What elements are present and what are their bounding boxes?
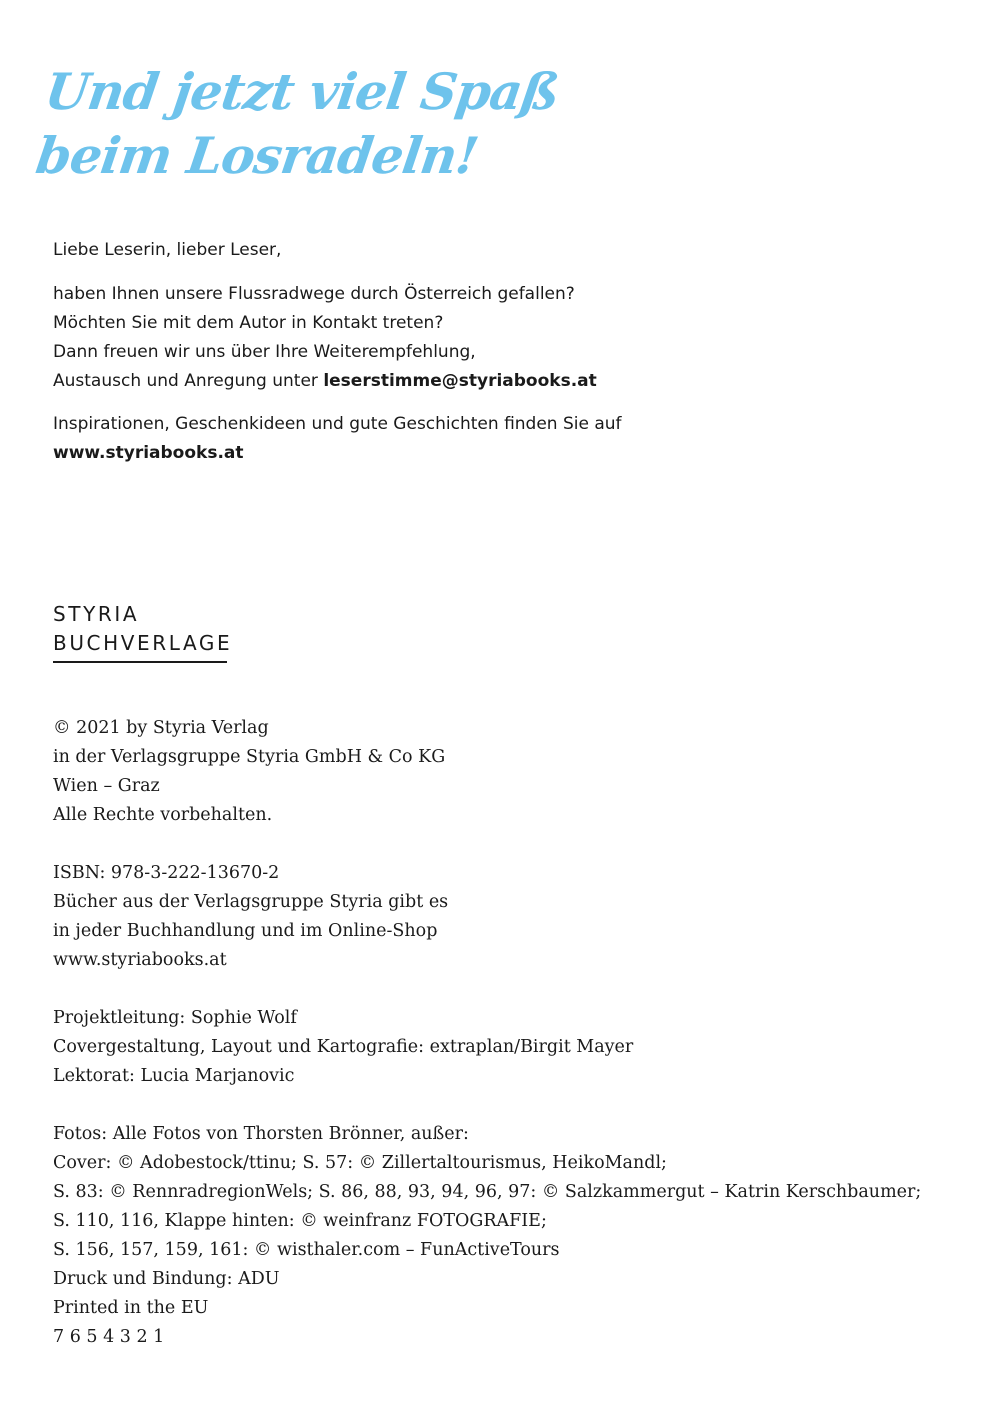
imprint-line: Bücher aus der Verlagsgruppe Styria gibt es: [53, 892, 449, 912]
letter-contact-line: [53, 367, 753, 396]
letter-line: haben Ihnen unsere Flussradwege durch Österreich gefallen?: [53, 284, 575, 304]
letter-line: Möchten Sie mit dem Autor in Kontakt treten?: [53, 313, 444, 333]
imprint-line: Druck und Bindung: ADU: [53, 1269, 280, 1289]
headline-line-1: Und jetzt viel Spaß: [41, 62, 563, 121]
publisher-logo: [53, 600, 232, 663]
imprint-line: S. 110, 116, Klappe hinten: © weinfranz FOTOGRAFIE;: [53, 1211, 547, 1231]
print-run-line: 7 6 5 4 3 2 1: [53, 1327, 165, 1347]
isbn-group: [53, 859, 953, 975]
letter-line: Dann freuen wir uns über Ihre Weiterempfehlung,: [53, 342, 476, 362]
isbn-line: ISBN: 978-3-222-13670-2: [53, 863, 280, 883]
imprint-line: S. 156, 157, 159, 161: © wisthaler.com – FunActiveTours: [53, 1240, 560, 1260]
photo-credits-group: [53, 1120, 953, 1352]
imprint-line: © 2021 by Styria Verlag: [53, 718, 269, 738]
credits-group: [53, 1004, 953, 1091]
logo-underline: [53, 661, 227, 663]
imprint-line: in jeder Buchhandlung und im Online-Shop: [53, 921, 438, 941]
imprint-line: Fotos: Alle Fotos von Thorsten Brönner, außer:: [53, 1124, 469, 1144]
letter-greeting: Liebe Leserin, lieber Leser,: [53, 240, 282, 260]
imprint-line: in der Verlagsgruppe Styria GmbH & Co KG: [53, 747, 446, 767]
reader-letter: [53, 236, 753, 468]
imprint-line: Printed in the EU: [53, 1298, 209, 1318]
imprint-line: S. 83: © RennradregionWels; S. 86, 88, 93, 94, 96, 97: © Salzkammergut – Katrin Kerschbaumer;: [53, 1182, 922, 1202]
logo-line-2: BUCHVERLAGE: [53, 631, 233, 655]
imprint-line: Wien – Graz: [53, 776, 160, 796]
imprint-line: Covergestaltung, Layout und Kartografie: extraplan/Birgit Mayer: [53, 1037, 634, 1057]
headline: [32, 60, 570, 188]
imprint-line: Alle Rechte vorbehalten.: [53, 805, 273, 825]
headline-line-2: beim Losradeln!: [32, 126, 482, 185]
imprint-line: Projektleitung: Sophie Wolf: [53, 1008, 297, 1028]
contact-email-link[interactable]: leserstimme@styriabooks.at: [323, 371, 597, 391]
copyright-group: [53, 714, 953, 830]
logo-line-1: STYRIA: [53, 602, 140, 626]
letter-line: Inspirationen, Geschenkideen und gute Geschichten finden Sie auf: [53, 414, 622, 434]
imprint-line: Cover: © Adobestock/ttinu; S. 57: © Zillertaltourismus, HeikoMandl;: [53, 1153, 667, 1173]
contact-prefix: Austausch und Anregung unter: [53, 371, 324, 391]
imprint-line: Lektorat: Lucia Marjanovic: [53, 1066, 295, 1086]
imprint-block: [53, 714, 953, 1381]
letter-paragraph-1: [53, 280, 753, 396]
letter-paragraph-2: [53, 410, 753, 468]
website-link[interactable]: www.styriabooks.at: [53, 443, 244, 463]
imprint-line: www.styriabooks.at: [53, 950, 227, 970]
